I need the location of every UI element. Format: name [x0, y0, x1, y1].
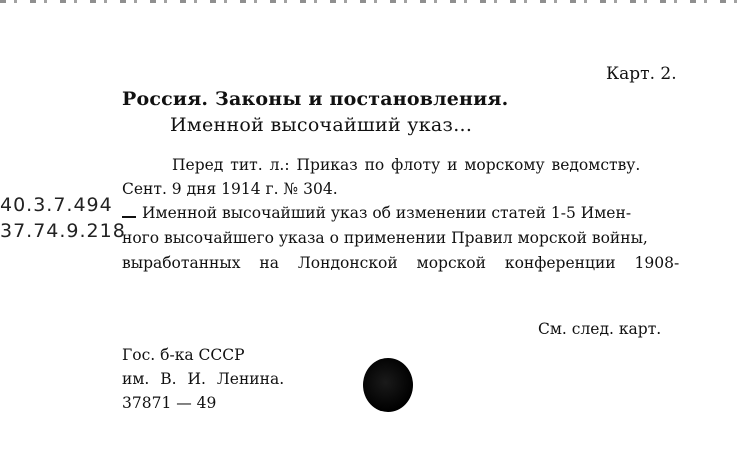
card-heading: Россия. Законы и постановления.: [122, 88, 509, 110]
card-number: Карт. 2.: [606, 64, 677, 84]
library-line: им. В. И. Ленина.: [122, 370, 285, 388]
ink-stamp: [363, 358, 413, 412]
body-line: Сент. 9 дня 1914 г. № 304.: [122, 180, 338, 198]
card-subheading: Именной высочайший указ...: [170, 114, 473, 136]
shelf-mark: 37.74.9.218: [0, 220, 126, 242]
library-line: 37871 — 49: [122, 394, 217, 412]
shelf-mark: 40.3.7.494: [0, 194, 113, 216]
see-next-card: См. след. карт.: [538, 320, 662, 338]
entry-dash: [122, 216, 136, 218]
card-top-edge: [0, 0, 750, 3]
library-line: Гос. б-ка СССР: [122, 346, 245, 364]
body-line: Именной высочайший указ об изменении статей 1-5 Имен-: [142, 204, 632, 222]
body-line: выработанных на Лондонской морской конференции 1908-: [122, 254, 680, 272]
body-line: Перед тит. л.: Приказ по флоту и морскому ведомству.: [172, 156, 641, 174]
body-line: ного высочайшего указа о применении Правил морской войны,: [122, 229, 648, 247]
